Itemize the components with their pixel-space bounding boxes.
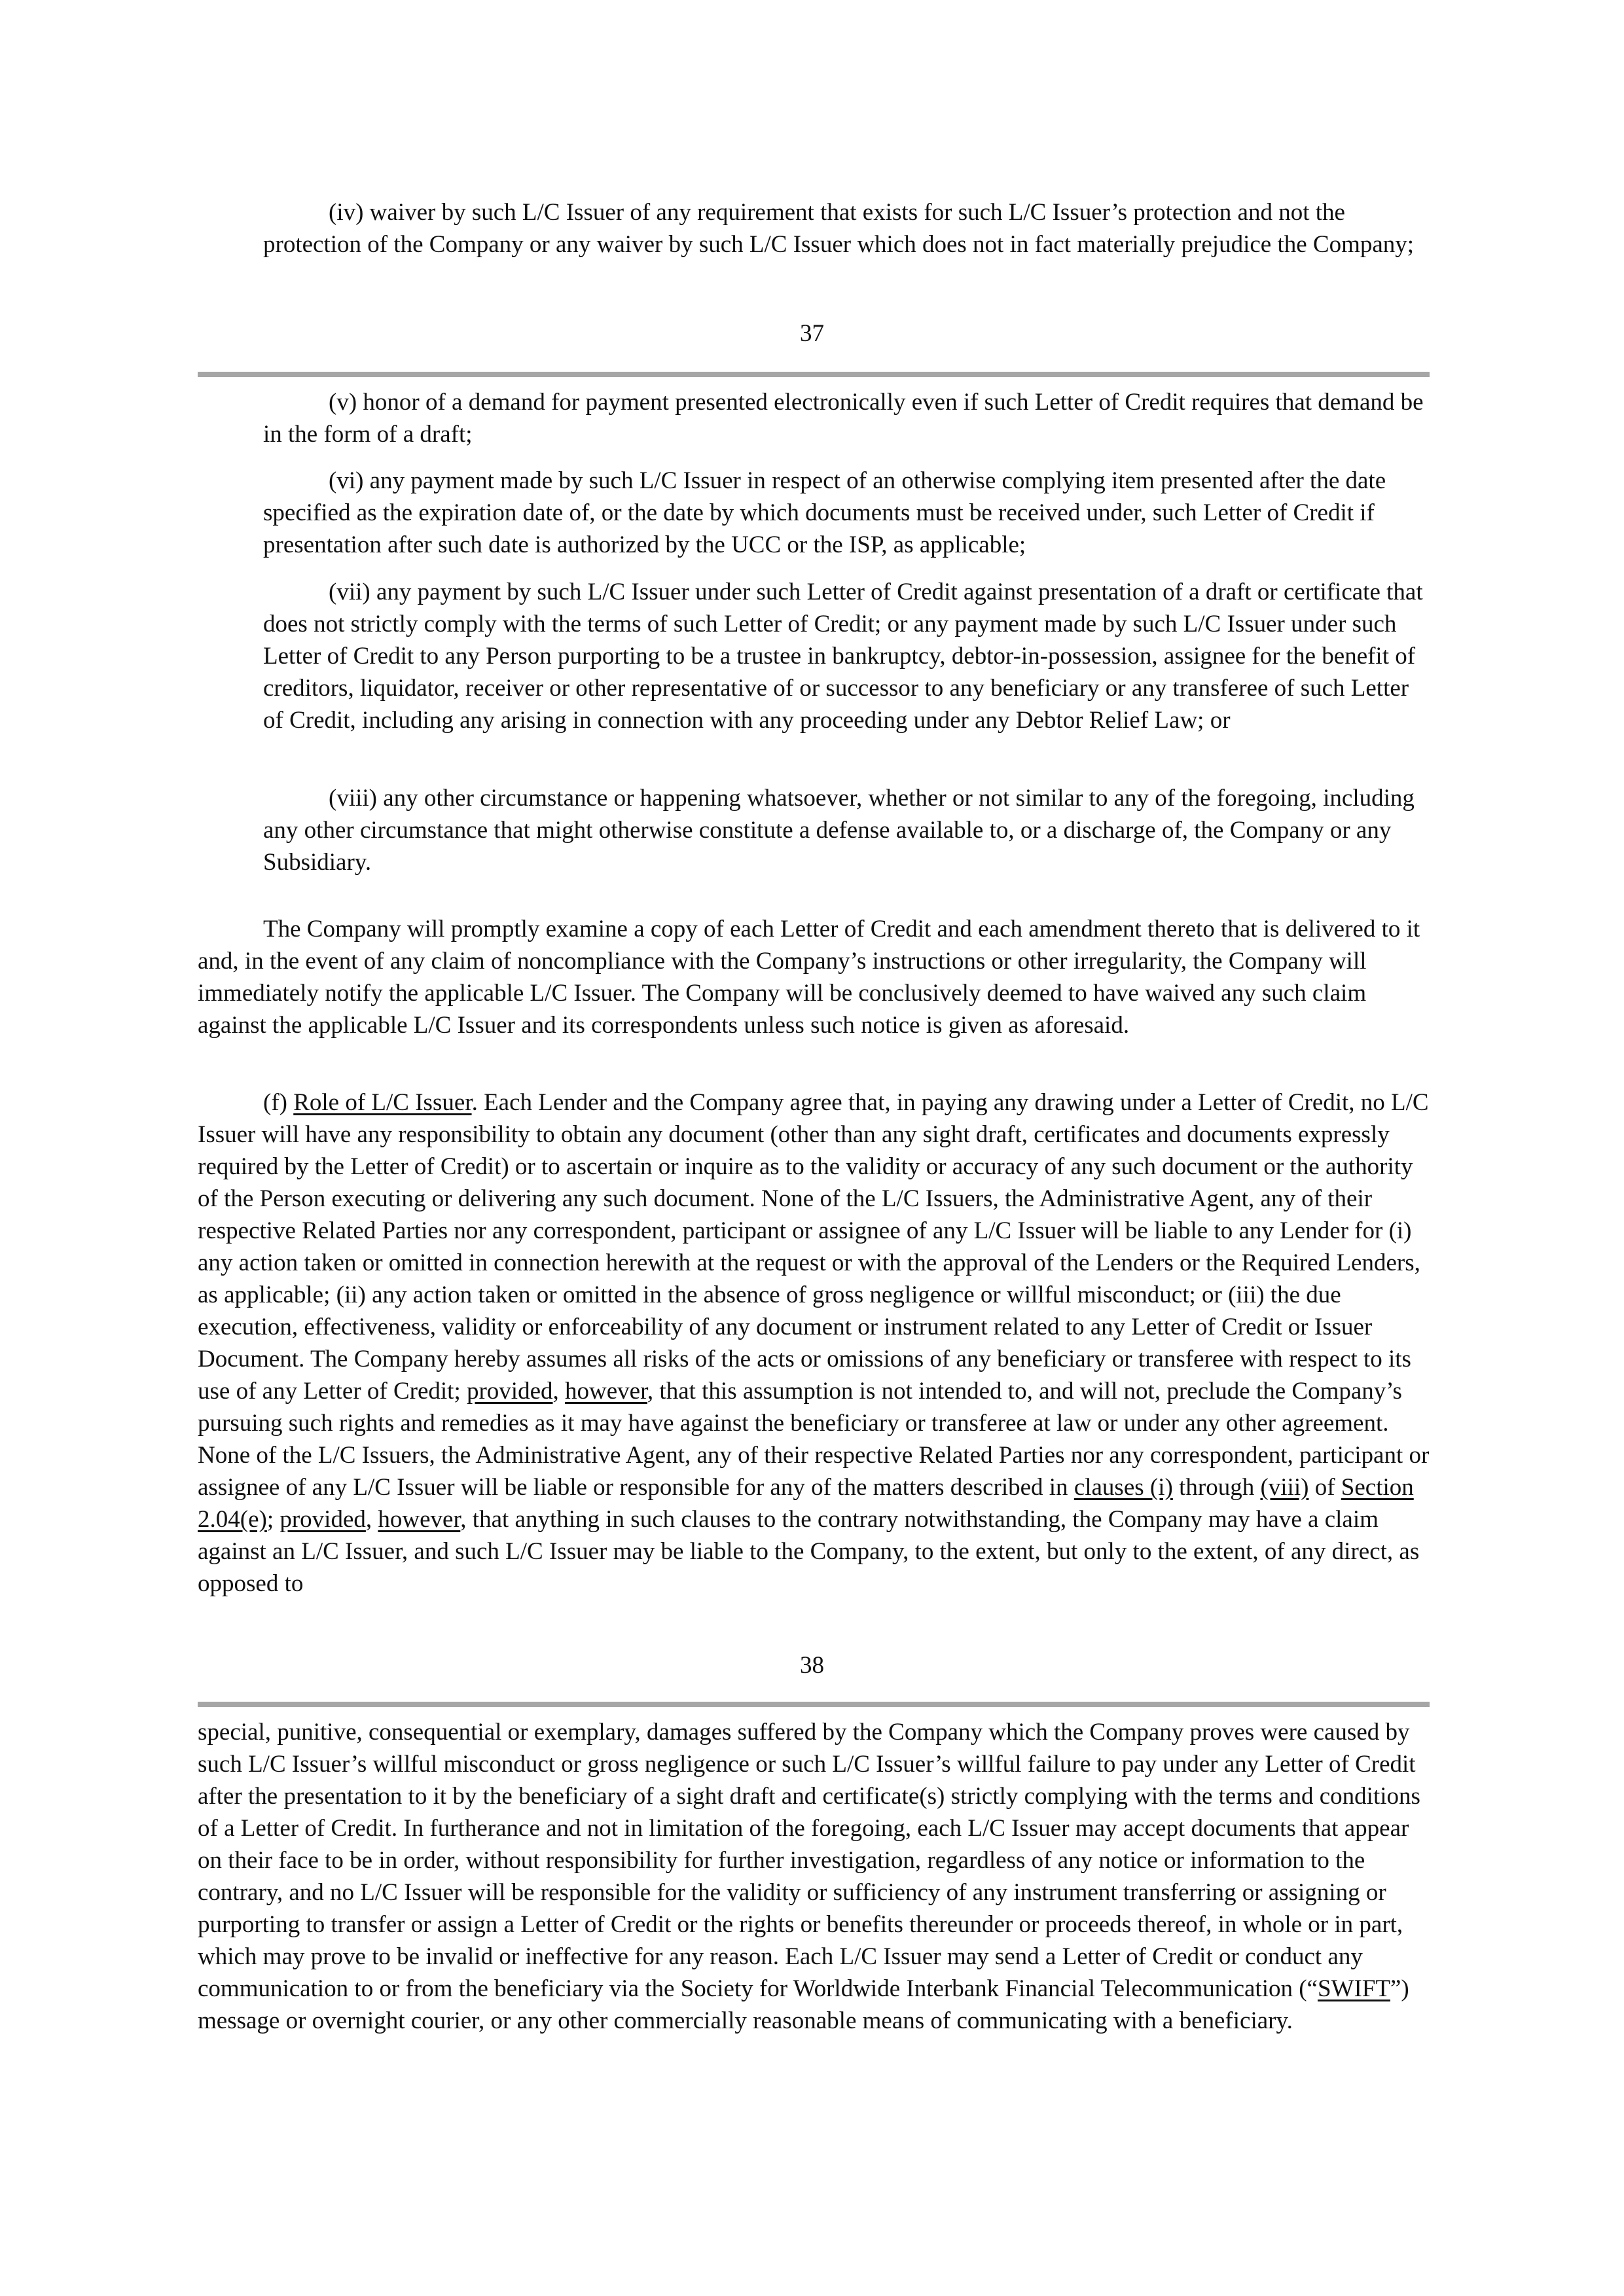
clauses-i-reference: clauses (i): [1074, 1474, 1173, 1501]
role-of-lc-issuer-paragraph: (f) Role of L/C Issuer. Each Lender and the Company agree that, in paying any drawing under a Letter of Credit, no L/C Issuer will have any responsibility to obtain any document (other than any sight draft, certificates and documents expressly required by the Letter of Credit) or to ascertain or inquire as to the validity or accuracy of any such document or the authority of the Person executing or delivering any such document. None of the L/C Issuers, the Administrative Agent, any of their respective Related Parties nor any correspondent, participant or assignee of any L/C Issuer will be liable to any Lender for (i) any action taken or omitted in connection herewith at the request or with the approval of the Lenders or the Required Lenders, as applicable; (ii) any action taken or omitted in the absence of gross negligence or willful misconduct; or (iii) the due execution, effectiveness, validity or enforceability of any document or instrument related to any Letter of Credit or Issuer Document. The Company hereby assumes all risks of the acts or omissions of any beneficiary or transferee with respect to its use of any Letter of Credit; provided, however, that this assumption is not intended to, and will not, preclude the Company’s pursuing such rights and remedies as it may have against the beneficiary or transferee at law or under any other agreement. None of the L/C Issuers, the Administrative Agent, any of their respective Related Parties nor any correspondent, participant or assignee of any L/C Issuer will be liable or responsible for any of the matters described in clauses (i) through (viii) of Section 2.04(e); provided, however, that anything in such clauses to the contrary notwithstanding, the Company may have a claim against an L/C Issuer, and such L/C Issuer may be liable to the Company, to the extent, but only to the extent, of any direct, as opposed to: [198, 1089, 1430, 1597]
provided-term: provided: [466, 1378, 553, 1405]
clause-viii-reference: (viii): [1260, 1474, 1309, 1501]
page-number-37: 37: [800, 320, 824, 347]
page-separator: [198, 1702, 1430, 1707]
paragraph-prefix: (f): [263, 1089, 294, 1116]
clause-vi: (vi) any payment made by such L/C Issuer in respect of an otherwise complying item presented after the date specified as the expiration date of, or the date by which documents must be received under, such Letter of Credit if presentation after such date is authorized by the UCC or the ISP, as applicable;: [263, 467, 1386, 558]
clause-v: (v) honor of a demand for payment presented electronically even if such Letter of Credit requires that demand be in the form of a draft;: [263, 389, 1424, 448]
clause-iv: (iv) waiver by such L/C Issuer of any requirement that exists for such L/C Issuer’s protection and not the protection of the Company or any waiver by such L/C Issuer which does not in fact materially prejudice the Company;: [263, 199, 1415, 258]
swift-defined-term: SWIFT: [1317, 1975, 1390, 2002]
continued-paragraph: special, punitive, consequential or exemplary, damages suffered by the Company which the Company proves were caused by such L/C Issuer’s willful misconduct or gross negligence or such L/C Issuer’s willful failure to pay under any Letter of Credit after the presentation to it by the beneficiary of a sight draft and certificate(s) strictly complying with the terms and conditions of a Letter of Credit. In furtherance and not in limitation of the foregoing, each L/C Issuer may accept documents that appear on their face to be in order, without responsibility for further investigation, regardless of any notice or information to the contrary, and no L/C Issuer will be responsible for the validity or sufficiency of any instrument transferring or assigning or purporting to transfer or assign a Letter of Credit or the rights or benefits thereunder or proceeds thereof, in whole or in part, which may prove to be invalid or ineffective for any reason. Each L/C Issuer may send a Letter of Credit or conduct any communication to or from the beneficiary via the Society for Worldwide Interbank Financial Telecommunication (“SWIFT”) message or overnight courier, or any other commercially reasonable means of communicating with a beneficiary.: [198, 1719, 1420, 2034]
however-term: however: [378, 1506, 461, 1533]
page-separator: [198, 372, 1430, 377]
examine-paragraph: The Company will promptly examine a copy of each Letter of Credit and each amendment thereto that is delivered to it and, in the event of any claim of noncompliance with the Company’s instructions or other irregularity, the Company will immediately notify the applicable L/C Issuer. The Company will be conclusively deemed to have waived any such claim against the applicable L/C Issuer and its correspondents unless such notice is given as aforesaid.: [198, 916, 1420, 1039]
page-number-38: 38: [800, 1652, 824, 1679]
provided-term: provided: [280, 1506, 366, 1533]
clause-vii: (vii) any payment by such L/C Issuer under such Letter of Credit against presentation of a draft or certificate that does not strictly comply with the terms of such Letter of Credit; or any payment made by such L/C Issuer under such Letter of Credit to any Person purporting to be a trustee in bankruptcy, debtor-in-possession, assignee for the benefit of creditors, liquidator, receiver or other representative of or successor to any beneficiary or any transferee of such Letter of Credit, including any arising in connection with any proceeding under any Debtor Relief Law; or: [263, 579, 1423, 734]
clause-viii: (viii) any other circumstance or happening whatsoever, whether or not similar to any of the foregoing, including any other circumstance that might otherwise constitute a defense available to, or a discharge of, the Company or any Subsidiary.: [263, 785, 1415, 876]
section-2-04e-reference: Section 2.04(e): [198, 1474, 1414, 1533]
section-heading-role-of-lc-issuer: Role of L/C Issuer: [293, 1089, 472, 1116]
however-term: however: [565, 1378, 647, 1405]
